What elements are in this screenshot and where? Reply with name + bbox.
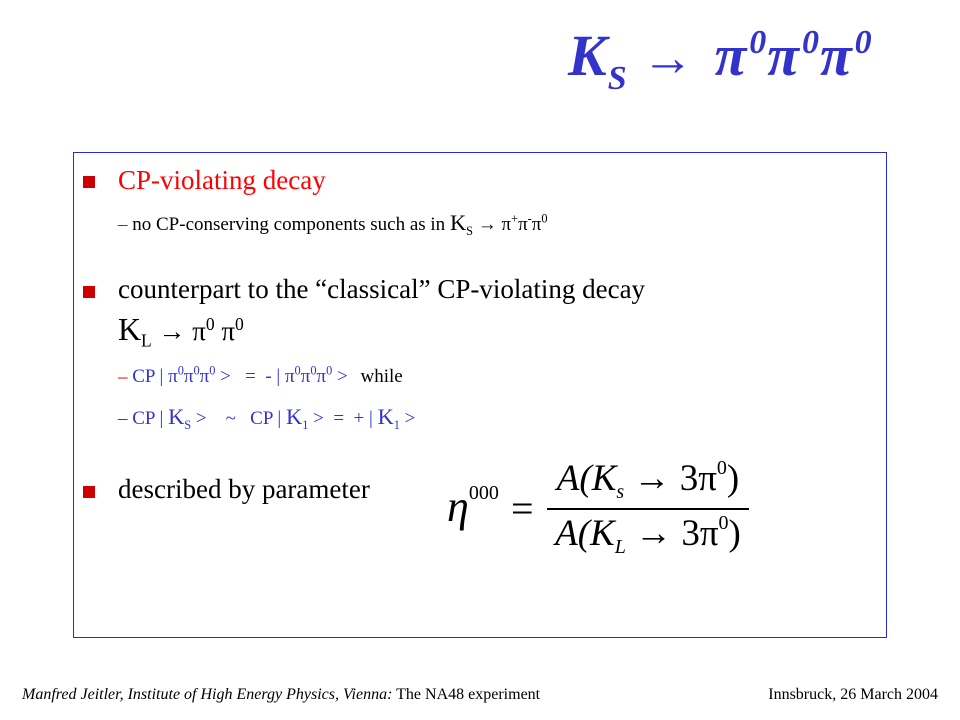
slide-title: $K_S \to \pi^0\pi^0\pi^0$ xyxy=(568,23,873,97)
fraction xyxy=(543,457,753,559)
footer-author: Manfred Jeitler, Institute of High Energy Physics, Vienna: The NA48 experiment xyxy=(22,686,541,703)
fraction-bar xyxy=(547,508,749,510)
equals-sign: = xyxy=(511,486,534,531)
bullet-described-by-parameter: described by parameter xyxy=(118,474,370,504)
sub-bullet-no-cp-conserving: – no CP-conserving components such as in $K_S \to \pi^+\pi^-\pi^0$ xyxy=(118,210,548,238)
eta-000-formula xyxy=(445,455,765,558)
bullet-counterpart: counterpart to the “classical” CP-violating decay xyxy=(118,274,646,304)
bullet-marker xyxy=(83,486,95,498)
cp-ks-line: – CP | $K_S$ > ~ CP | $K_1$ > = + | $K_1$ > xyxy=(118,404,416,432)
bullet-marker xyxy=(83,176,95,188)
footer-place-date: Innsbruck, 26 March 2004 xyxy=(768,686,938,703)
numerator: $A(K_s \to 3\pi^0)$ xyxy=(556,457,740,503)
eta-symbol: $\eta^{000}$ xyxy=(447,482,499,531)
kl-decay-expression: $K_L \to \pi^0$ $\pi^0$ xyxy=(118,312,244,351)
denominator: $A(K_L \to 3\pi^0)$ xyxy=(555,512,741,558)
cp-eigenvalue-line: – CP | $\pi^0\pi^0\pi^0$ > = - | $\pi^0\pi^0\pi^0$ > while xyxy=(118,364,403,388)
bullet-cp-violating-decay: CP-violating decay xyxy=(118,165,326,195)
bullet-marker xyxy=(83,286,95,298)
